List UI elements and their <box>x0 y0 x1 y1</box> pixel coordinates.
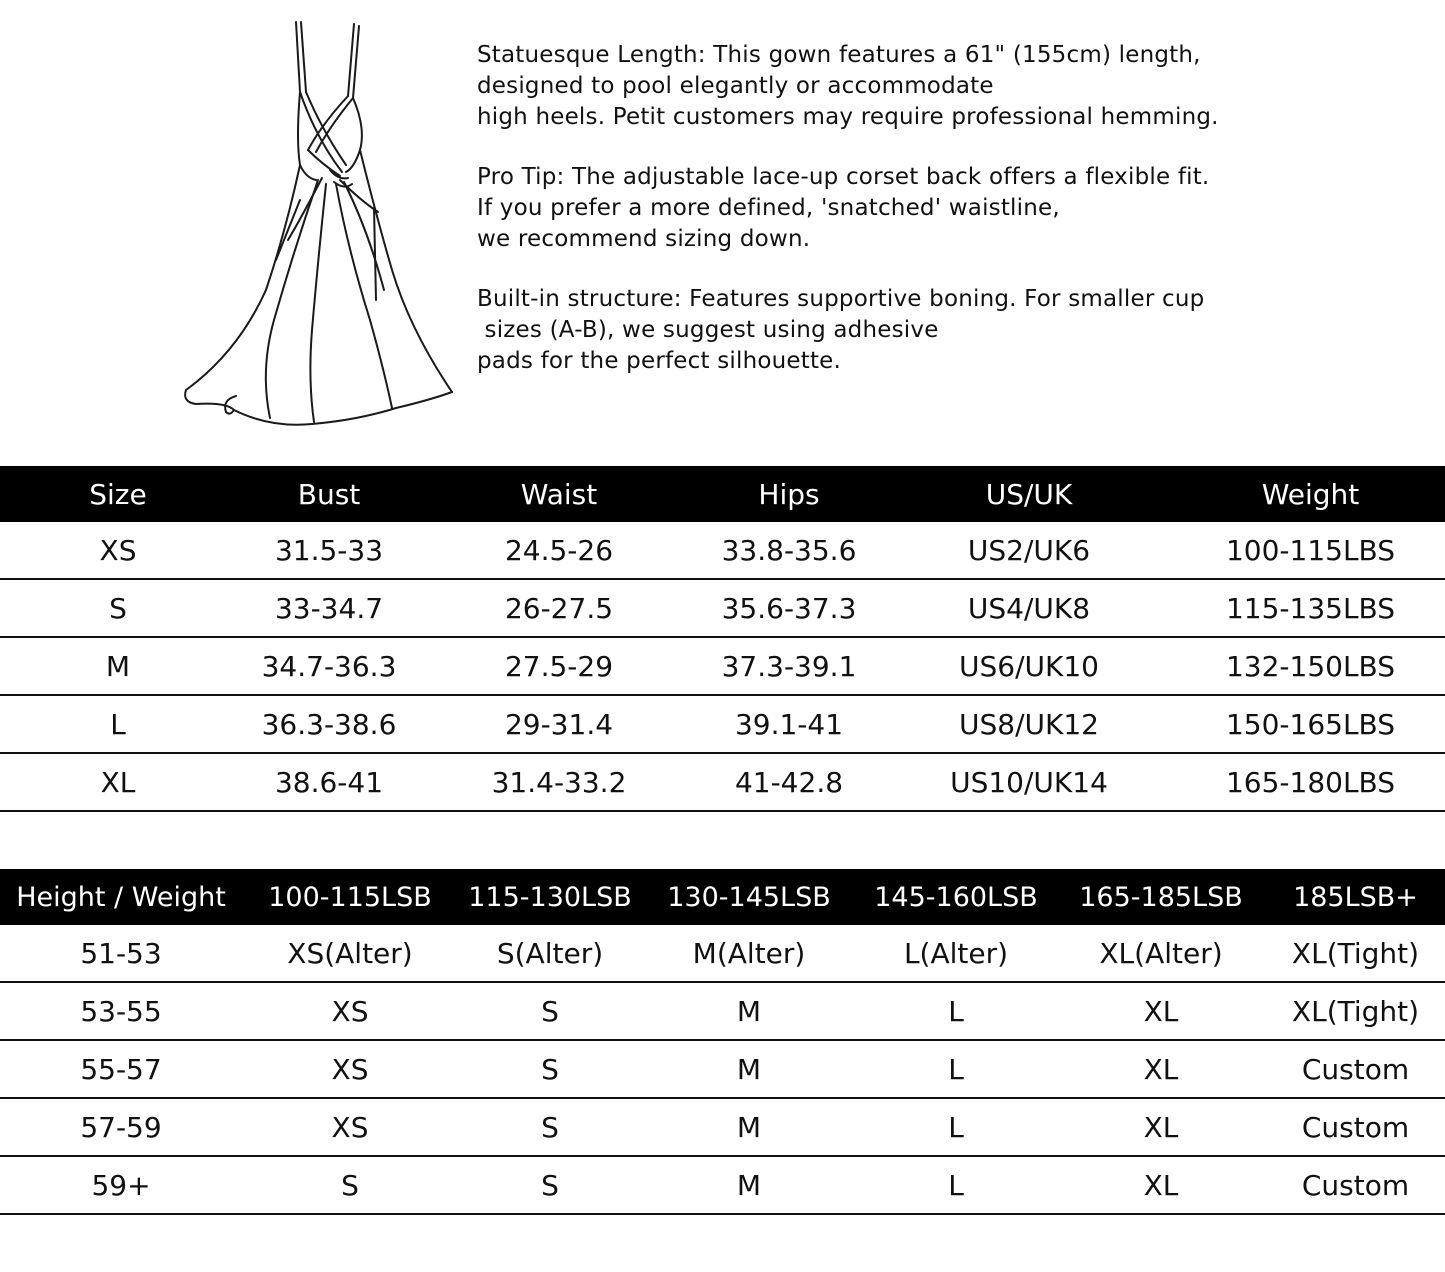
cell: US8/UK12 <box>882 695 1176 753</box>
cell: 38.6-41 <box>236 753 422 811</box>
cell: S <box>458 1156 642 1214</box>
table-header-row <box>0 466 1445 522</box>
cell: 37.3-39.1 <box>696 637 882 695</box>
cell: XL(Tight) <box>1266 982 1445 1040</box>
header-size: Size <box>0 466 236 522</box>
cell: L <box>856 1098 1056 1156</box>
header-weight-range: 145-160LSB <box>856 869 1056 925</box>
table-row <box>0 925 1445 982</box>
note-pro-tip <box>477 162 1377 255</box>
cell: 150-165LBS <box>1176 695 1445 753</box>
cell: 39.1-41 <box>696 695 882 753</box>
cell: S <box>458 1098 642 1156</box>
cell: 29-31.4 <box>422 695 696 753</box>
cell: 55-57 <box>0 1040 242 1098</box>
cell: M <box>0 637 236 695</box>
note-line: high heels. Petit customers may require professional hemming. <box>477 104 1219 130</box>
cell: US6/UK10 <box>882 637 1176 695</box>
cell: L <box>856 1156 1056 1214</box>
cell: 27.5-29 <box>422 637 696 695</box>
cell: 51-53 <box>0 925 242 982</box>
cell: M(Alter) <box>642 925 856 982</box>
cell: L(Alter) <box>856 925 1056 982</box>
cell: 100-115LBS <box>1176 522 1445 579</box>
header-bust: Bust <box>236 466 422 522</box>
header-weight-range: 130-145LSB <box>642 869 856 925</box>
cell: M <box>642 1156 856 1214</box>
cell: XS <box>242 1098 458 1156</box>
note-line: designed to pool elegantly or accommodate <box>477 73 994 99</box>
gown-sketch-icon <box>170 15 470 435</box>
table-row <box>0 579 1445 637</box>
header-weight-range: 115-130LSB <box>458 869 642 925</box>
cell: XS(Alter) <box>242 925 458 982</box>
header-weight: Weight <box>1176 466 1445 522</box>
header-weight-range: 165-185LSB <box>1056 869 1266 925</box>
cell: XL <box>1056 982 1266 1040</box>
cell: 165-180LBS <box>1176 753 1445 811</box>
table-row <box>0 1098 1445 1156</box>
cell: S <box>458 982 642 1040</box>
cell: 33.8-35.6 <box>696 522 882 579</box>
header-hips: Hips <box>696 466 882 522</box>
table-row <box>0 522 1445 579</box>
cell: XS <box>0 522 236 579</box>
note-line: sizes (A-B), we suggest using adhesive <box>477 317 939 343</box>
cell: L <box>0 695 236 753</box>
cell: L <box>856 1040 1056 1098</box>
cell: 132-150LBS <box>1176 637 1445 695</box>
note-structure <box>477 284 1377 377</box>
cell: US2/UK6 <box>882 522 1176 579</box>
cell: Custom <box>1266 1156 1445 1214</box>
cell: 31.4-33.2 <box>422 753 696 811</box>
cell: XL <box>1056 1098 1266 1156</box>
header-weight-range: 100-115LSB <box>242 869 458 925</box>
table-row <box>0 637 1445 695</box>
cell: XL <box>0 753 236 811</box>
cell: 35.6-37.3 <box>696 579 882 637</box>
table-row <box>0 1156 1445 1214</box>
cell: Custom <box>1266 1040 1445 1098</box>
cell: XL <box>1056 1040 1266 1098</box>
cell: 57-59 <box>0 1098 242 1156</box>
cell: 26-27.5 <box>422 579 696 637</box>
cell: 59+ <box>0 1156 242 1214</box>
cell: S(Alter) <box>458 925 642 982</box>
cell: US4/UK8 <box>882 579 1176 637</box>
cell: 34.7-36.3 <box>236 637 422 695</box>
table-row <box>0 1040 1445 1098</box>
height-weight-fit-table <box>0 869 1445 1215</box>
note-line: we recommend sizing down. <box>477 226 811 252</box>
cell: XS <box>242 982 458 1040</box>
table-row <box>0 982 1445 1040</box>
header-weight-range: 185LSB+ <box>1266 869 1445 925</box>
product-notes <box>477 40 1377 406</box>
note-line: Pro Tip: The adjustable lace-up corset back offers a flexible fit. <box>477 164 1210 190</box>
note-line: If you prefer a more defined, 'snatched' waistline, <box>477 195 1060 221</box>
cell: L <box>856 982 1056 1040</box>
cell: M <box>642 982 856 1040</box>
cell: Custom <box>1266 1098 1445 1156</box>
header-us-uk: US/UK <box>882 466 1176 522</box>
note-line: pads for the perfect silhouette. <box>477 348 842 374</box>
cell: M <box>642 1098 856 1156</box>
cell: M <box>642 1040 856 1098</box>
size-chart-table <box>0 466 1445 812</box>
cell: 24.5-26 <box>422 522 696 579</box>
header-waist: Waist <box>422 466 696 522</box>
cell: US10/UK14 <box>882 753 1176 811</box>
note-line: Built-in structure: Features supportive boning. For smaller cup <box>477 286 1205 312</box>
cell: XL(Alter) <box>1056 925 1266 982</box>
cell: XL(Tight) <box>1266 925 1445 982</box>
cell: S <box>458 1040 642 1098</box>
cell: 31.5-33 <box>236 522 422 579</box>
table-row <box>0 695 1445 753</box>
table-row <box>0 753 1445 811</box>
note-length <box>477 40 1377 133</box>
cell: XS <box>242 1040 458 1098</box>
table-header-row <box>0 869 1445 925</box>
cell: 36.3-38.6 <box>236 695 422 753</box>
cell: 53-55 <box>0 982 242 1040</box>
note-line: Statuesque Length: This gown features a 61" (155cm) length, <box>477 42 1201 68</box>
cell: XL <box>1056 1156 1266 1214</box>
cell: 115-135LBS <box>1176 579 1445 637</box>
cell: 41-42.8 <box>696 753 882 811</box>
cell: S <box>0 579 236 637</box>
header-height-weight: Height / Weight <box>0 869 242 925</box>
cell: 33-34.7 <box>236 579 422 637</box>
cell: S <box>242 1156 458 1214</box>
